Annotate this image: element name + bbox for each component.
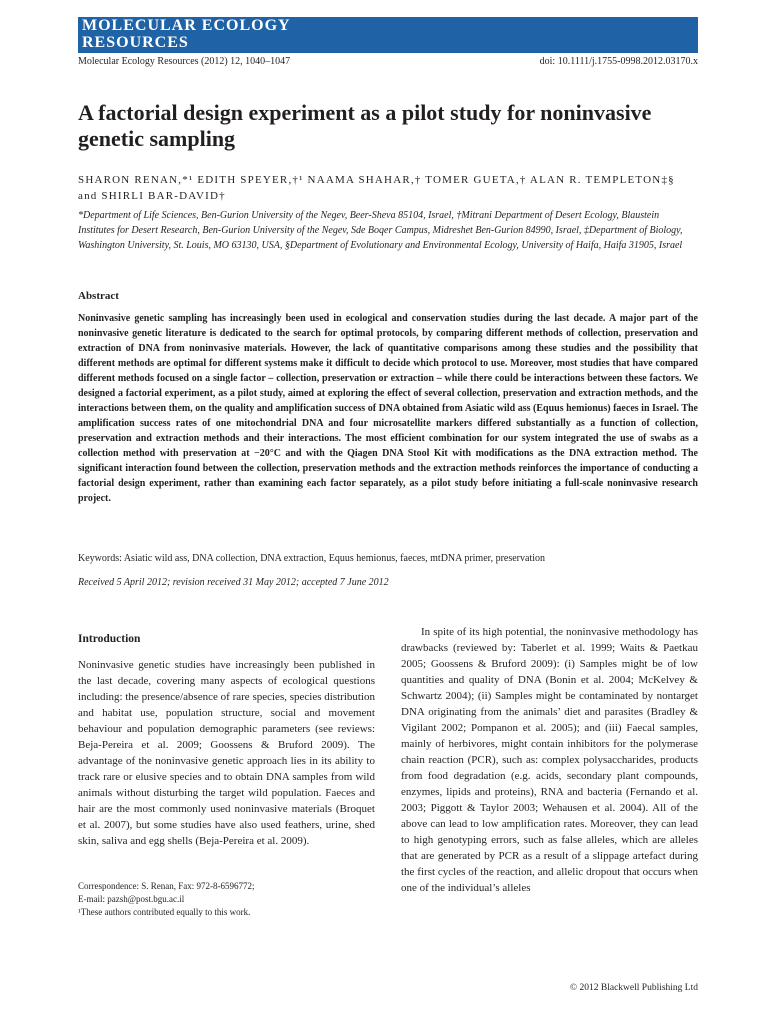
journal-name-line2: RESOURCES — [82, 34, 189, 51]
author-list: SHARON RENAN,*¹ EDITH SPEYER,†¹ NAAMA SHAHAR,† TOMER GUETA,† ALAN R. TEMPLETON‡§ and SHIRLI BAR-DAVID† — [78, 174, 675, 202]
article-title: A factorial design experiment as a pilot study for noninvasive genetic sampling — [78, 100, 652, 151]
journal-name-line1: MOLECULAR ECOLOGY — [82, 17, 291, 34]
received-dates: Received 5 April 2012; revision received 31 May 2012; accepted 7 June 2012 — [78, 577, 389, 588]
abstract-heading: Abstract — [78, 290, 119, 302]
abstract-text: Noninvasive genetic sampling has increasingly been used in ecological and conservation studies during the last decade. A major part of the noninvasive genetic literature is dedicated to the search for optimal protocols, by comparing different methods of collection, preservation and extraction of DNA from noninvasive materials. However, the lack of quantitative comparisons among these studies and the possibility that different methods are optimal for different systems make it difficult to decide which protocol to use. Moreover, most studies that have compared different methods focused on a single factor – collection, preservation or extraction – while there could be interactions between these factors. We designed a factorial experiment, as a pilot study, aimed at exploring the effect of several collection, preservation and extraction methods, and the interactions between them, on the quality and amplification success of DNA obtained from Asiatic wild ass (Equus hemionus) faeces in Israel. The amplification success rates of one mitochondrial DNA and four microsatellite markers differed substantially as a function of collection, preservation and extraction methods and their interactions. The most efficient combination for our system integrated the use of swabs as a collection method with preservation at −20°C and with the Qiagen DNA Stool Kit with modifications as the DNA extraction method. The significant interaction found between the collection, preservation methods and the extraction methods reinforces the importance of conducting a factorial design experiment, rather than examining each factor separately, as a pilot study before initiating a full-scale noninvasive research project. — [78, 313, 698, 504]
journal-banner — [78, 17, 698, 53]
introduction-heading: Introduction — [78, 633, 141, 645]
email[interactable]: E-mail: pazsh@post.bgu.ac.il — [78, 894, 185, 904]
affiliations: *Department of Life Sciences, Ben-Gurion University of the Negev, Beer-Sheva 85104, Israel, †Mitrani Department of Desert Ecology, Blaustein Institutes for Desert Research, Ben-Gurion University of the Negev, Sde Boqer Campus, Midreshet Ben-Gurion 84990, Israel, ‡Department of Biology, Washington University, St. Louis, MO 63130, USA, §Department of Evolutionary and Environmental Ecology, University of Haifa, Haifa 31905, Israel — [78, 210, 683, 251]
equal-contribution-note: ¹These authors contributed equally to this work. — [78, 907, 251, 917]
doi-link[interactable]: doi: 10.1111/j.1755-0998.2012.03170.x — [539, 56, 698, 67]
intro-paragraph-2: In spite of its high potential, the noninvasive methodology has drawbacks (reviewed by: Taberlet et al. 1999; Waits & Paetkau 2005; Goossens & Bruford 2009): (i) Samples might be of low quantities and quality of DNA (Bonin et al. 2004; McKelvey & Schwartz 2004); (ii) Samples might be contaminated by nontarget DNA originating from the animals’ diet and parasites (Bradley & Vigilant 2002; Pompanon et al. 2005); and (iii) Faecal samples, mainly of herbivores, might contain inhibitors for the polymerase chain reaction (PCR), such as: complex polysaccharides, products from food degradation (e.g. acids, secondary plant compounds, enzymes, lipids and proteins), RNA and bacteria (Fernando et al. 2003; Piggott & Taylor 2003; Wehausen et al. 2004). All of the above can lead to low amplification rates. Moreover, they can lead to high genotyping errors, such as false alleles, which are alleles that are generated by PCR as a result of a slippage artefact during the first cycles of the reaction, and allelic dropout that occurs when one of the individual’s alleles — [401, 626, 698, 894]
intro-paragraph-1: Noninvasive genetic studies have increasingly been published in the last decade, covering many aspects of ecological questions including: the presence/absence of rare species, species distribution and habitat use, population structure, social and movement behaviour and population demographic parameters (see reviews: Beja-Pereira et al. 2009; Goossens & Bruford 2009). The advantage of the noninvasive genetic approach lies in its ability to track rare or elusive species and to obtain DNA samples from wild animals without disturbing the target wild population. Faeces and hair are the most commonly used noninvasive materials (Broquet et al. 2007), but some studies have also used feathers, urine, shed skin, saliva and egg shells (Beja-Pereira et al. 2009). — [78, 659, 375, 847]
correspondence: Correspondence: S. Renan, Fax: 972-8-6596772; — [78, 881, 255, 891]
copyright: © 2012 Blackwell Publishing Ltd — [569, 983, 698, 993]
keywords: Keywords: Asiatic wild ass, DNA collection, DNA extraction, Equus hemionus, faeces, mtDNA primer, preservation — [78, 553, 546, 564]
citation-line: Molecular Ecology Resources (2012) 12, 1040–1047 — [78, 56, 291, 67]
footnotes — [78, 880, 375, 919]
